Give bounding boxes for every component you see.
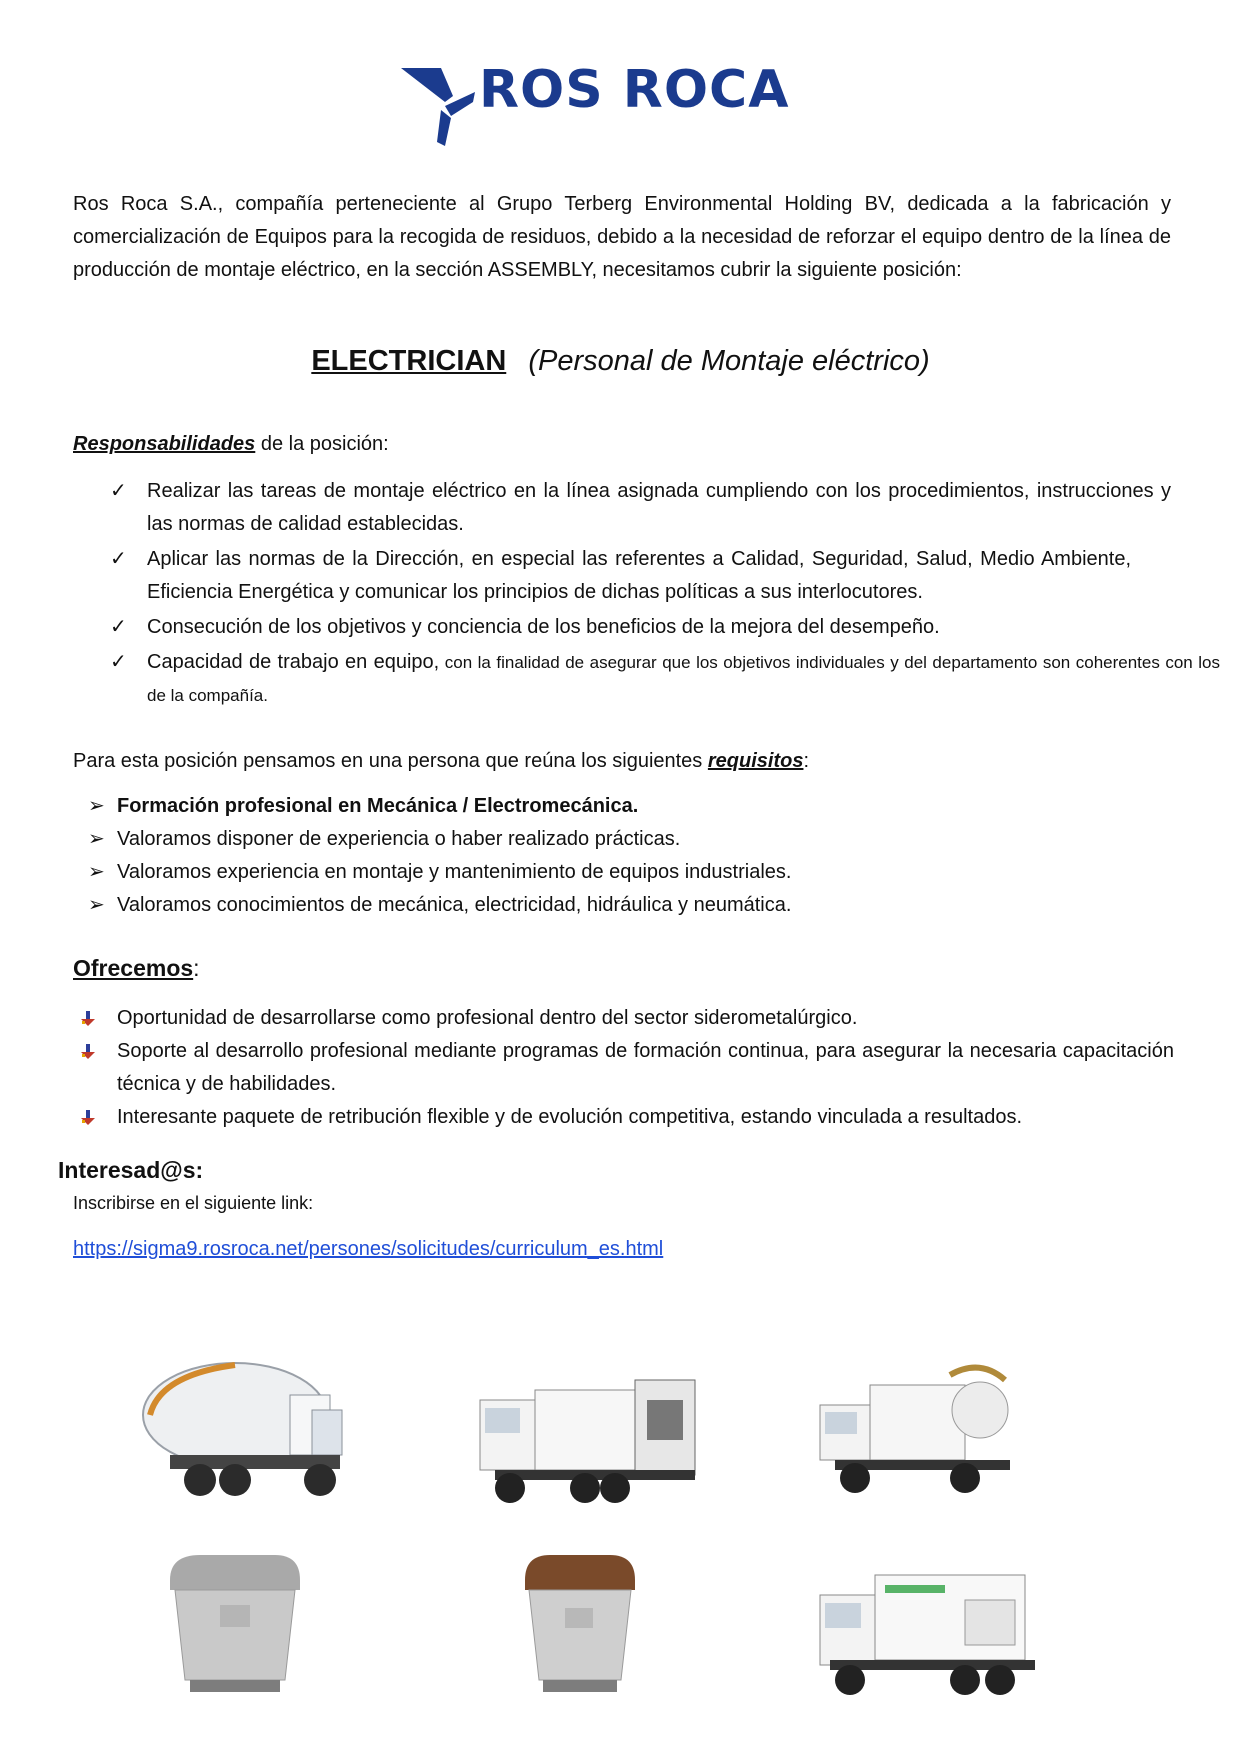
job-title-main: ELECTRICIAN [311,345,507,377]
arrow-icon: ➢ [88,828,105,850]
check-icon: ✓ [110,651,127,673]
check-icon: ✓ [110,548,127,570]
application-link[interactable]: https://sigma9.rosroca.net/persones/solicitudes/curriculum_es.html [73,1238,664,1260]
electric-truck-image [815,1555,1045,1705]
intro-paragraph: Ros Roca S.A., compañía perteneciente al Grupo Terberg Environmental Holding BV, dedicada a la fabricación y comercialización de Equipos para la recogida de residuos, debido a la necesidad de reforzar el equipo dentro de la línea de producción de montaje eléctrico, en la sección ASSEMBLY, necesitamos cubrir la siguiente posición: [73,193,1171,281]
logo-mark-icon [401,58,481,148]
job-title [0,345,1241,378]
bullet-arrow-icon [80,1044,96,1060]
list-item: ✓ Consecución de los objetivos y conciencia de los beneficios de la mejora del desempeño. [110,611,1171,644]
list-item: ➢ Valoramos experiencia en montaje y mantenimiento de equipos industriales. [88,856,1168,889]
rear-loader-truck-image [475,1370,705,1510]
contact-instruction: Inscribirse en el siguiente link: [73,1193,314,1213]
requirements-heading: Para esta posición pensamos en una persona que reúna los siguientes requisitos: [73,750,810,772]
offer-list [80,1002,1174,1134]
offer-heading: Ofrecemos: [73,955,200,981]
side-loader-truck-image [140,1355,350,1505]
company-logo [401,58,841,148]
logo-wordmark: ROS ROCA [479,60,790,120]
list-item: ✓ Aplicar las normas de la Dirección, en especial las referentes a Calidad, Seguridad, Salud, Medio Ambiente, Eficiencia Energética y comunicar los principios de dichas políticas a sus interlocutores. [110,543,1171,609]
bullet-arrow-icon [80,1110,96,1126]
responsibilities-list [110,475,1220,712]
list-item: ➢ Valoramos disponer de experiencia o haber realizado prácticas. [88,823,1168,856]
list-item: ➢ Formación profesional en Mecánica / Electromecánica. [88,790,1168,823]
list-item: Oportunidad de desarrollarse como profesional dentro del sector siderometalúrgico. [80,1002,1174,1035]
list-item: ✓ Capacidad de trabajo en equipo, con la finalidad de asegurar que los objetivos individuales y del departamento son coherentes con los de la compañía. [110,646,1220,712]
list-item: Soporte al desarrollo profesional mediante programas de formación continua, para asegurar la necesaria capacitación técnica y de habilidades. [80,1035,1174,1101]
arrow-icon: ➢ [88,894,105,916]
brown-lid-container-image [515,1550,645,1700]
requirements-list [88,790,1168,922]
list-item: ➢ Valoramos conocimientos de mecánica, electricidad, hidráulica y neumática. [88,889,1168,922]
check-icon: ✓ [110,480,127,502]
arrow-icon: ➢ [88,861,105,883]
job-title-subtitle: (Personal de Montaje eléctrico) [528,345,930,377]
grey-container-image [160,1550,310,1700]
responsibilities-heading: Responsabilidades de la posición: [73,433,389,455]
contact-heading: Interesad@s: [58,1157,204,1183]
front-loader-truck-image [815,1360,1025,1500]
list-item: Interesante paquete de retribución flexible y de evolución competitiva, estando vinculada a resultados. [80,1101,1174,1134]
list-item: ✓ Realizar las tareas de montaje eléctrico en la línea asignada cumpliendo con los procedimientos, instrucciones y las normas de calidad establecidas. [110,475,1171,541]
bullet-arrow-icon [80,1011,96,1027]
check-icon: ✓ [110,616,127,638]
arrow-icon: ➢ [88,795,105,817]
